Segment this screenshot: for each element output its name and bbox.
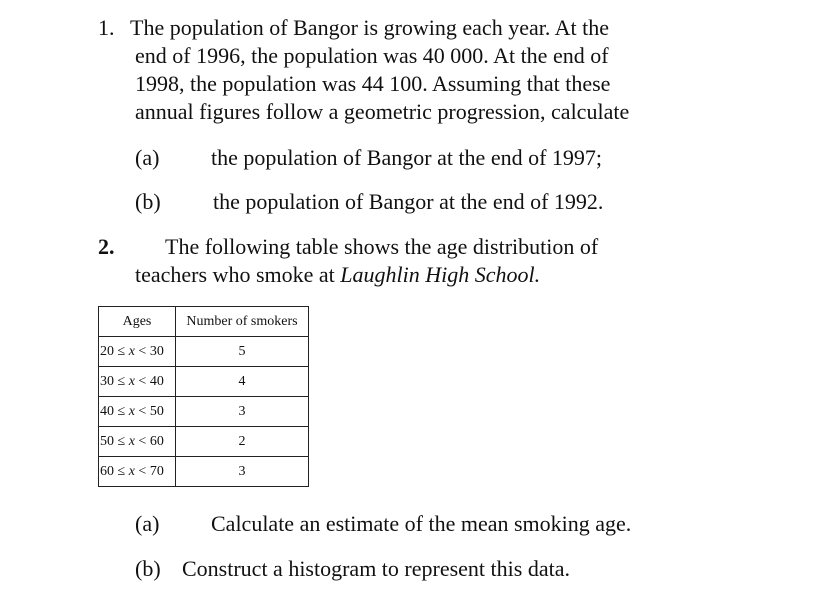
age-lower-bound: 60 [100, 463, 114, 479]
age-range-cell [99, 367, 176, 397]
q1a-label: (a) [135, 145, 160, 170]
table-row [99, 397, 309, 427]
header-smokers: Number of smokers [176, 307, 309, 337]
q2b-label: (b) [135, 556, 161, 581]
smokers-count-cell: 4 [176, 367, 309, 397]
q2-number: 2. [98, 234, 115, 259]
age-lower-bound: 30 [100, 373, 114, 389]
inequality-symbols: ≤ x < [114, 463, 150, 479]
age-range-cell [99, 397, 176, 427]
q1b-text: the population of Bangor at the end of 1992. [213, 189, 604, 214]
table-header-row [99, 307, 309, 337]
age-upper-bound: 60 [149, 433, 164, 449]
header-ages: Ages [99, 307, 176, 337]
q2-line-2 [135, 261, 540, 289]
table-row [99, 457, 309, 487]
age-upper-bound: 70 [149, 463, 164, 479]
q1b-label: (b) [135, 189, 161, 214]
age-upper-bound: 30 [149, 343, 164, 359]
q2-line-2-plain: teachers who smoke at [135, 262, 341, 287]
q1a-text: the population of Bangor at the end of 1997; [211, 145, 603, 170]
inequality-symbols: ≤ x < [114, 433, 150, 449]
q1-line-2: end of 1996, the population was 40 000. At the end of [135, 43, 609, 68]
age-range-cell [99, 337, 176, 367]
table-body [99, 337, 309, 487]
age-range-cell [99, 427, 176, 457]
q1-number: 1. [98, 15, 115, 40]
smokers-count-cell: 3 [176, 397, 309, 427]
q2a-text: Calculate an estimate of the mean smoking age. [211, 511, 632, 536]
q1-line-4: annual figures follow a geometric progression, calculate [135, 99, 630, 124]
q1-line-3: 1998, the population was 44 100. Assuming that these [135, 71, 611, 96]
table-row [99, 367, 309, 397]
table-row [99, 427, 309, 457]
inequality-symbols: ≤ x < [114, 373, 150, 389]
age-upper-bound: 50 [149, 403, 164, 419]
smokers-count-cell: 5 [176, 337, 309, 367]
inequality-symbols: ≤ x < [114, 403, 150, 419]
school-name: Laughlin High School. [340, 262, 541, 287]
age-range-cell [99, 457, 176, 487]
q2b-text: Construct a histogram to represent this data. [182, 556, 570, 581]
age-lower-bound: 50 [100, 433, 114, 449]
age-lower-bound: 20 [100, 343, 114, 359]
q1-line-1: The population of Bangor is growing each year. At the [130, 15, 609, 40]
age-distribution-table [98, 306, 309, 487]
q2a-label: (a) [135, 511, 160, 536]
age-upper-bound: 40 [149, 373, 164, 389]
table-row [99, 337, 309, 367]
smokers-count-cell: 3 [176, 457, 309, 487]
age-lower-bound: 40 [100, 403, 114, 419]
inequality-symbols: ≤ x < [114, 343, 150, 359]
smokers-count-cell: 2 [176, 427, 309, 457]
q2-line-1: The following table shows the age distribution of [165, 234, 599, 259]
